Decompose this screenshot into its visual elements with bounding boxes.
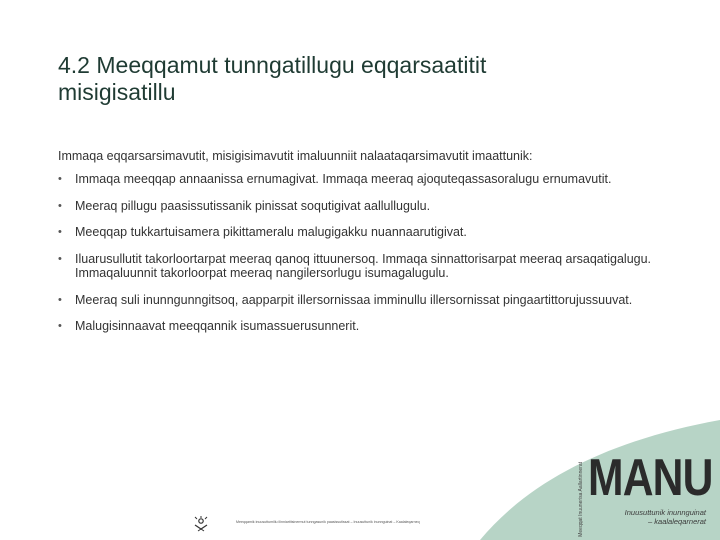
manu-logo: MANU bbox=[588, 449, 713, 507]
bullet-icon: • bbox=[58, 293, 62, 306]
bullet-icon: • bbox=[58, 173, 62, 185]
bullet-text: Meeraq suli inunngunngitsoq, aapparpit illersornissaa imminullu illersornissat pingaartittorujussuuvat. bbox=[75, 292, 633, 307]
logo-tagline-line1: Inuusuttunik inunnguinat bbox=[624, 508, 706, 517]
bullet-item bbox=[58, 319, 658, 334]
logo-vertical-text: Meeqqat Inuunerisa Aallartinnerat bbox=[578, 462, 584, 537]
bullet-item bbox=[58, 225, 658, 240]
bullet-text: Meeqqap tukkartuisamera pikittameralu malugigakku nuannaarutigivat. bbox=[75, 225, 467, 239]
bullet-list bbox=[58, 172, 658, 346]
slide-title-line1: 4.2 Meeqqamut tunngatillugu eqqarsaatitit bbox=[58, 52, 487, 78]
slide-title-line2: misigisatillu bbox=[58, 79, 176, 105]
emblem-icon bbox=[192, 515, 210, 533]
bullet-item bbox=[58, 172, 658, 187]
bullet-icon: • bbox=[58, 199, 62, 212]
bullet-icon: • bbox=[58, 252, 62, 265]
bullet-icon: • bbox=[58, 226, 62, 238]
bullet-item bbox=[58, 293, 658, 308]
bullet-icon: • bbox=[58, 320, 62, 332]
footer-text: Meeqqamik inuusuttumillu ilinniartitsinermut tunngasunik paasissutissat – Inuusuttunik inunnguinat – Kaalaleqarneq bbox=[236, 520, 420, 524]
bullet-item bbox=[58, 252, 658, 281]
logo-tagline-line2: – kaalaleqarnerat bbox=[648, 517, 706, 526]
logo-tagline bbox=[596, 508, 706, 526]
slide-title bbox=[58, 52, 658, 106]
bullet-text: Malugisinnaavat meeqqannik isumassuerusunnerit. bbox=[75, 319, 360, 333]
bullet-text: Iluarusullutit takorloortarpat meeraq qanoq ittuunersoq. Immaqa sinnattorisarpat meeraq arsaqatigalugu. Immaqaluunnit takorloorpat meeraq nangilersorlugu isumagalugulu. bbox=[75, 251, 652, 280]
intro-text: Immaqa eqqarsarsimavutit, misigisimavutit imaluunniit nalaataqarsimavutit imaattunik: bbox=[58, 149, 533, 163]
bullet-text: Meeraq pillugu paasissutissanik pinissat soqutigivat aallullugulu. bbox=[75, 198, 431, 213]
bullet-item bbox=[58, 199, 658, 214]
bullet-text: Immaqa meeqqap annaanissa ernumagivat. Immaqa meeraq ajoquteqassasoralugu ernumavutit. bbox=[75, 172, 612, 186]
